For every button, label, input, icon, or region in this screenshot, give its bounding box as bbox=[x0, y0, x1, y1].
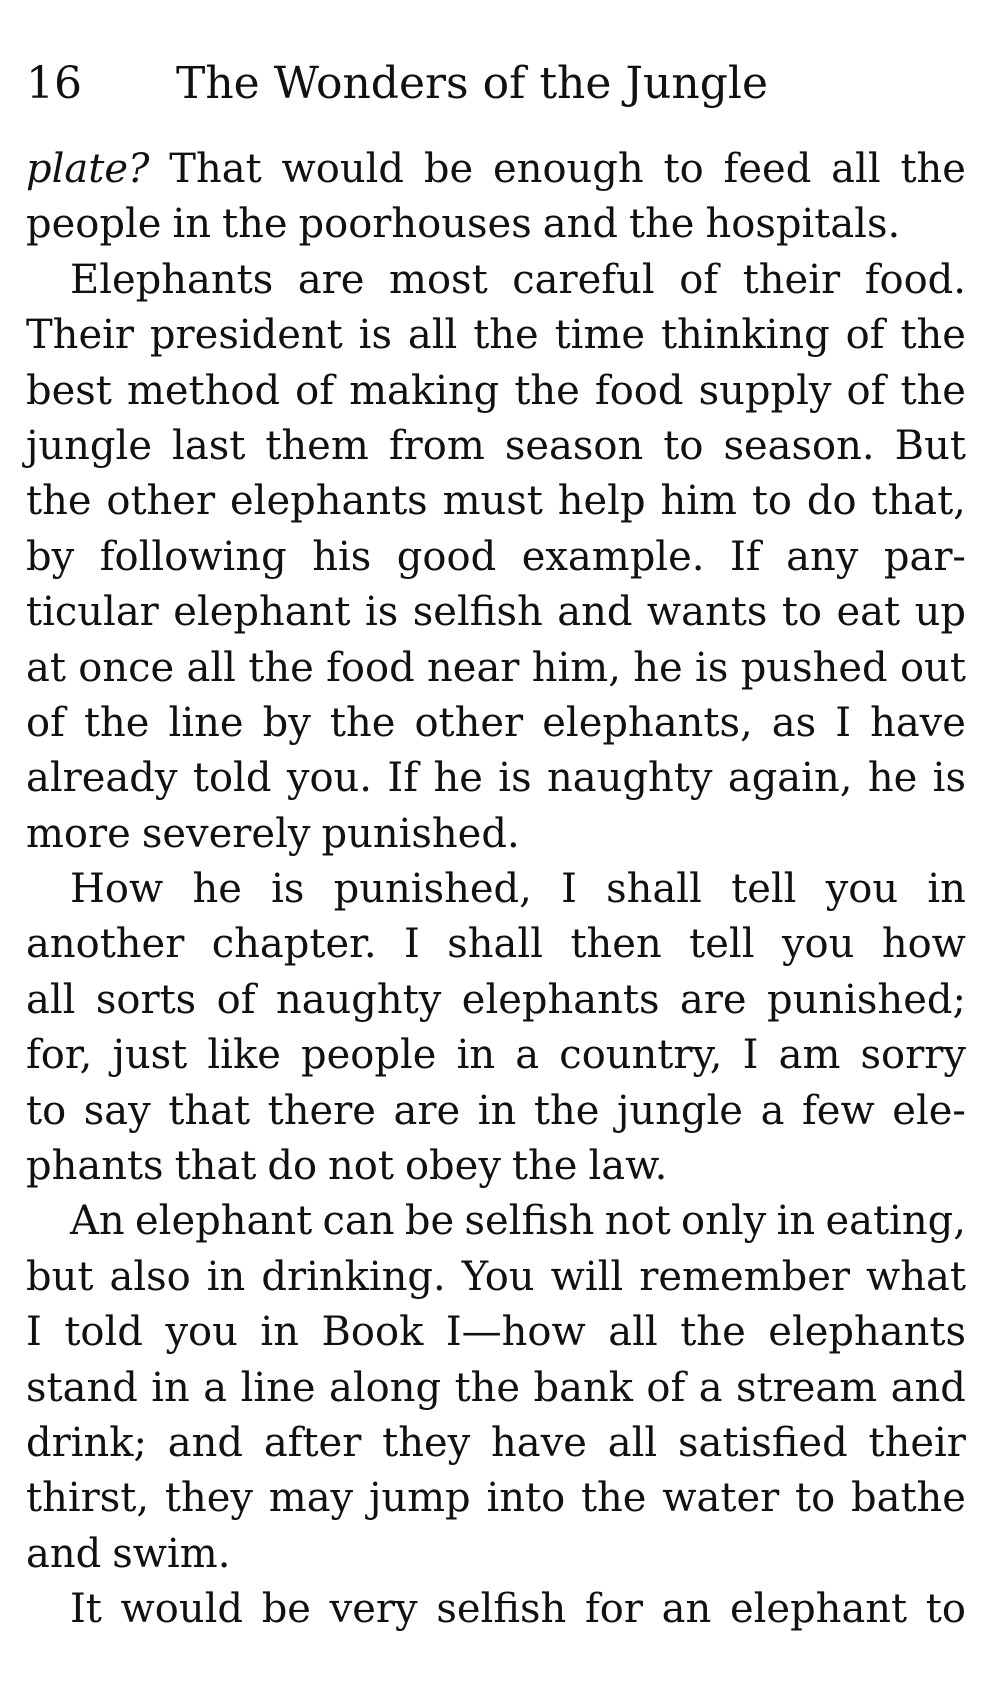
word: say bbox=[83, 1087, 151, 1134]
word: just bbox=[112, 1032, 188, 1079]
word: is bbox=[271, 866, 305, 913]
text-line bbox=[26, 1471, 966, 1526]
word: hospitals. bbox=[705, 201, 901, 248]
word: severely bbox=[141, 810, 311, 857]
word: food bbox=[326, 644, 415, 691]
text-line bbox=[26, 696, 966, 751]
word: a bbox=[760, 1087, 785, 1134]
word: are bbox=[679, 976, 747, 1023]
word: to bbox=[751, 478, 792, 525]
word: all bbox=[186, 644, 236, 691]
word: you bbox=[165, 1309, 238, 1356]
word: An bbox=[70, 1198, 125, 1245]
word: bathe bbox=[850, 1475, 966, 1522]
word: the bbox=[900, 367, 966, 414]
word: Their bbox=[26, 312, 135, 359]
word: punished. bbox=[321, 810, 520, 857]
word: jump bbox=[368, 1475, 471, 1522]
word: is bbox=[932, 755, 966, 802]
word: their bbox=[868, 1419, 966, 1466]
word: I bbox=[404, 921, 420, 968]
text-line bbox=[26, 917, 966, 972]
page-header bbox=[26, 56, 926, 112]
word: tell bbox=[731, 866, 797, 913]
word: his bbox=[312, 533, 372, 580]
word: is bbox=[358, 312, 392, 359]
word: them bbox=[265, 422, 369, 469]
word: Elephants bbox=[70, 256, 274, 303]
text-line bbox=[26, 641, 966, 696]
word: only bbox=[681, 1198, 767, 1245]
word: to bbox=[663, 146, 704, 192]
word: the bbox=[222, 201, 288, 248]
word: eat bbox=[836, 589, 901, 636]
word: again, bbox=[727, 755, 853, 802]
word: also bbox=[109, 1253, 191, 1300]
word: country, bbox=[559, 1032, 723, 1079]
word: wants bbox=[646, 589, 768, 636]
text-line bbox=[26, 253, 966, 308]
word: and bbox=[890, 1364, 966, 1411]
word: shall bbox=[447, 921, 543, 968]
word: you bbox=[781, 921, 855, 968]
word: obey bbox=[404, 1143, 501, 1190]
word: thinking bbox=[660, 312, 830, 359]
word: the bbox=[248, 644, 314, 691]
word: all bbox=[407, 312, 458, 359]
text-line bbox=[26, 807, 966, 862]
word: in bbox=[776, 1198, 816, 1245]
text-line bbox=[26, 1582, 966, 1637]
word: in bbox=[927, 866, 966, 913]
word: him, bbox=[531, 644, 621, 691]
word: sorry bbox=[860, 1032, 966, 1079]
word: after bbox=[263, 1419, 362, 1466]
word: the bbox=[900, 312, 966, 359]
word: for bbox=[584, 1586, 643, 1633]
word: that bbox=[168, 1087, 251, 1134]
word: in bbox=[151, 1364, 190, 1411]
word: as bbox=[771, 699, 817, 746]
word: ticular bbox=[26, 589, 159, 636]
word: him bbox=[660, 478, 737, 525]
word: best bbox=[26, 367, 112, 414]
word: It bbox=[70, 1586, 102, 1633]
word: food bbox=[594, 367, 684, 414]
word: all bbox=[607, 1419, 658, 1466]
word: time bbox=[554, 312, 646, 359]
word: told bbox=[64, 1309, 143, 1356]
text-line bbox=[26, 419, 966, 474]
word: drinking. bbox=[261, 1253, 446, 1300]
word: be bbox=[423, 146, 474, 192]
word: jungle bbox=[616, 1087, 743, 1134]
word: last bbox=[172, 422, 246, 469]
text-line bbox=[26, 197, 966, 252]
word: a bbox=[203, 1364, 228, 1411]
word: are bbox=[297, 256, 365, 303]
word: other bbox=[106, 478, 216, 525]
word: example. bbox=[521, 533, 705, 580]
word: season. bbox=[723, 422, 875, 469]
word: poorhouses bbox=[298, 201, 532, 248]
word: drink; bbox=[26, 1419, 147, 1466]
word: line bbox=[168, 699, 244, 746]
word: elephants, bbox=[542, 699, 753, 746]
word: I bbox=[26, 1309, 42, 1356]
word: selfish bbox=[436, 1586, 567, 1633]
word: are bbox=[393, 1087, 461, 1134]
word: at bbox=[26, 644, 66, 691]
word: am bbox=[778, 1032, 841, 1079]
word: by bbox=[262, 699, 311, 746]
word: of bbox=[646, 1364, 686, 1411]
word: you bbox=[825, 866, 899, 913]
word: told bbox=[192, 755, 272, 802]
text-line bbox=[26, 1527, 966, 1582]
word: I bbox=[742, 1032, 759, 1079]
word: all bbox=[831, 146, 881, 192]
word: to bbox=[663, 422, 704, 469]
word: people bbox=[301, 1032, 437, 1079]
text-line bbox=[26, 364, 966, 419]
word: eating, bbox=[825, 1198, 966, 1245]
word: naughty bbox=[275, 976, 442, 1023]
word: have bbox=[491, 1419, 587, 1466]
word: You bbox=[461, 1253, 535, 1300]
word: thirst, bbox=[26, 1475, 150, 1522]
body-text bbox=[26, 142, 966, 1638]
word: up bbox=[914, 589, 966, 636]
word: of bbox=[845, 312, 885, 359]
word: there bbox=[267, 1087, 376, 1134]
word: phants bbox=[26, 1143, 164, 1190]
word: in bbox=[172, 201, 211, 248]
word: law. bbox=[588, 1143, 668, 1190]
word: all bbox=[26, 976, 76, 1023]
word: an bbox=[661, 1586, 712, 1633]
word: you. bbox=[286, 755, 373, 802]
word: supply bbox=[698, 367, 832, 414]
word: few bbox=[802, 1087, 875, 1134]
text-line bbox=[26, 142, 966, 197]
word: most bbox=[389, 256, 488, 303]
word: the bbox=[514, 367, 580, 414]
word: in bbox=[206, 1253, 246, 1300]
word: must bbox=[442, 478, 543, 525]
word: of bbox=[216, 976, 256, 1023]
word: is bbox=[364, 589, 399, 636]
word: to bbox=[781, 589, 823, 636]
word: a bbox=[698, 1364, 723, 1411]
word: would bbox=[120, 1586, 244, 1633]
word: to bbox=[925, 1586, 966, 1633]
word: he bbox=[433, 755, 483, 802]
word: the bbox=[26, 478, 92, 525]
word: is bbox=[695, 644, 729, 691]
word: is bbox=[498, 755, 532, 802]
word: and bbox=[542, 201, 618, 248]
word: selfish bbox=[412, 589, 543, 636]
word: president bbox=[149, 312, 343, 359]
word: other bbox=[414, 699, 524, 746]
word: of bbox=[295, 367, 335, 414]
text-line bbox=[26, 308, 966, 363]
word: pushed bbox=[740, 644, 888, 691]
word: he bbox=[192, 866, 242, 913]
word: shall bbox=[606, 866, 702, 913]
running-title: The Wonders of the Jungle bbox=[176, 58, 768, 109]
word: may bbox=[268, 1475, 354, 1522]
word: method bbox=[126, 367, 281, 414]
word: and bbox=[167, 1419, 244, 1466]
text-line bbox=[26, 862, 966, 917]
word: the bbox=[473, 312, 539, 359]
word: satisfied bbox=[677, 1419, 848, 1466]
word: he bbox=[867, 755, 918, 802]
word: not bbox=[328, 1143, 394, 1190]
word: a bbox=[515, 1032, 540, 1079]
word: in bbox=[260, 1309, 299, 1356]
word: I bbox=[561, 866, 577, 913]
word: chapter. bbox=[211, 921, 377, 968]
word: he bbox=[633, 644, 683, 691]
text-line bbox=[26, 973, 966, 1028]
word: then bbox=[570, 921, 662, 968]
word: from bbox=[388, 422, 485, 469]
word: the bbox=[533, 1087, 600, 1134]
word: jungle bbox=[26, 422, 152, 469]
word: any bbox=[786, 533, 859, 580]
word: careful bbox=[512, 256, 655, 303]
word: do bbox=[806, 478, 857, 525]
word: naughty bbox=[547, 755, 713, 802]
word: of bbox=[846, 367, 886, 414]
word: sorts bbox=[95, 976, 197, 1023]
word: along bbox=[329, 1364, 442, 1411]
word: can bbox=[322, 1198, 395, 1245]
word: season bbox=[504, 422, 644, 469]
word: that, bbox=[871, 478, 966, 525]
word: to bbox=[26, 1087, 67, 1134]
word: par- bbox=[883, 533, 966, 580]
word: in bbox=[477, 1087, 517, 1134]
word: punished, bbox=[333, 866, 532, 913]
word: out bbox=[899, 644, 966, 691]
text-line bbox=[26, 1028, 966, 1083]
word: enough bbox=[493, 146, 644, 192]
word: for, bbox=[26, 1032, 93, 1079]
word: remember bbox=[639, 1253, 850, 1300]
word: elephant bbox=[134, 1198, 313, 1245]
page-number: 16 bbox=[26, 58, 82, 109]
word: If bbox=[730, 533, 761, 580]
word: the bbox=[511, 1143, 578, 1190]
word: and bbox=[26, 1530, 102, 1577]
text-line bbox=[26, 1194, 966, 1249]
word: elephants bbox=[461, 976, 660, 1023]
word: not bbox=[604, 1198, 671, 1245]
word: That bbox=[169, 146, 262, 192]
word: line bbox=[240, 1364, 316, 1411]
word: by bbox=[26, 533, 75, 580]
word: the bbox=[329, 699, 396, 746]
word: be bbox=[404, 1198, 455, 1245]
text-line bbox=[26, 1250, 966, 1305]
word: near bbox=[427, 644, 520, 691]
word: plate? bbox=[26, 146, 150, 192]
word: would bbox=[281, 146, 405, 192]
word: how bbox=[881, 921, 966, 968]
word: to bbox=[795, 1475, 836, 1522]
word: elephant bbox=[173, 589, 351, 636]
word: all bbox=[608, 1309, 658, 1356]
word: swim. bbox=[112, 1530, 231, 1577]
word: but bbox=[26, 1253, 94, 1300]
word: elephant bbox=[729, 1586, 908, 1633]
word: their bbox=[742, 256, 841, 303]
word: good bbox=[396, 533, 497, 580]
word: feed bbox=[723, 146, 812, 192]
text-line bbox=[26, 585, 966, 640]
word: the bbox=[680, 1309, 746, 1356]
word: the bbox=[580, 1475, 647, 1522]
text-line bbox=[26, 1305, 966, 1360]
word: more bbox=[26, 810, 131, 857]
text-line bbox=[26, 530, 966, 585]
word: into bbox=[486, 1475, 566, 1522]
word: food. bbox=[864, 256, 966, 303]
word: will bbox=[550, 1253, 624, 1300]
word: of bbox=[679, 256, 719, 303]
text-line bbox=[26, 474, 966, 529]
word: once bbox=[78, 644, 175, 691]
text-line bbox=[26, 1361, 966, 1416]
word: Book bbox=[321, 1309, 424, 1356]
word: they bbox=[164, 1475, 253, 1522]
text-line bbox=[26, 1416, 966, 1471]
word: ele- bbox=[892, 1087, 966, 1134]
word: another bbox=[26, 921, 185, 968]
word: How bbox=[70, 866, 164, 913]
word: help bbox=[557, 478, 646, 525]
word: of bbox=[26, 699, 65, 746]
word: the bbox=[900, 146, 966, 192]
word: in bbox=[456, 1032, 496, 1079]
word: I—how bbox=[445, 1309, 586, 1356]
word: punished; bbox=[766, 976, 966, 1023]
word: have bbox=[870, 699, 966, 746]
word: and bbox=[557, 589, 633, 636]
word: that bbox=[174, 1143, 257, 1190]
word: elephants bbox=[229, 478, 428, 525]
word: I bbox=[835, 699, 851, 746]
word: But bbox=[894, 422, 966, 469]
word: the bbox=[628, 201, 695, 248]
word: the bbox=[83, 699, 150, 746]
word: stand bbox=[26, 1364, 138, 1411]
word: what bbox=[866, 1253, 966, 1300]
word: making bbox=[349, 367, 500, 414]
text-line bbox=[26, 751, 966, 806]
word: selfish bbox=[464, 1198, 595, 1245]
word: stream bbox=[736, 1364, 878, 1411]
word: elephants bbox=[768, 1309, 966, 1356]
word: like bbox=[207, 1032, 281, 1079]
word: very bbox=[329, 1586, 418, 1633]
word: the bbox=[454, 1364, 521, 1411]
word: bank bbox=[533, 1364, 633, 1411]
word: do bbox=[267, 1143, 318, 1190]
text-line bbox=[26, 1139, 966, 1194]
word: already bbox=[26, 755, 178, 802]
text-line bbox=[26, 1084, 966, 1139]
word: be bbox=[261, 1586, 311, 1633]
word: they bbox=[382, 1419, 471, 1466]
word: following bbox=[99, 533, 287, 580]
word: tell bbox=[689, 921, 755, 968]
word: If bbox=[387, 755, 419, 802]
word: people bbox=[26, 201, 162, 248]
word: water bbox=[662, 1475, 780, 1522]
